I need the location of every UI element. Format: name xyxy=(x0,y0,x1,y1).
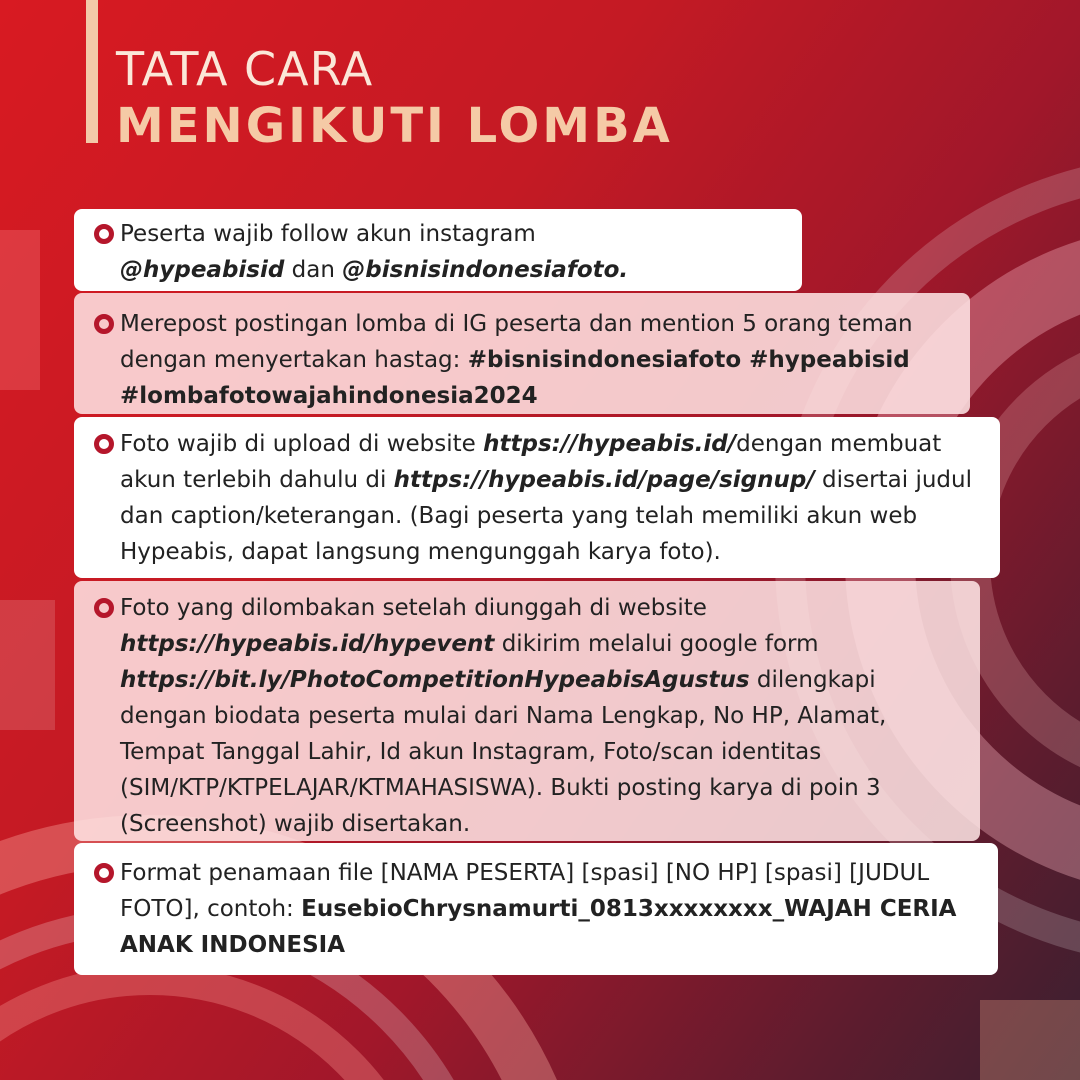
bullet-icon xyxy=(94,863,114,883)
bullet-icon xyxy=(94,224,114,244)
instagram-handle-bisnisindonesiafoto[interactable]: @bisnisindonesiafoto. xyxy=(342,257,629,283)
bullet-icon xyxy=(94,434,114,454)
rule-item-4 xyxy=(74,581,980,841)
title-accent-bar xyxy=(86,0,98,143)
link-hypeabis-hypevent[interactable]: https://hypeabis.id/hypevent xyxy=(120,631,495,657)
rule-item-3 xyxy=(74,417,1000,578)
rule-item-1-text: Peserta wajib follow akun instagram xyxy=(120,221,536,247)
instagram-handle-hypeabisid[interactable]: @hypeabisid xyxy=(120,257,285,283)
link-hypeabis-home[interactable]: https://hypeabis.id/ xyxy=(483,431,737,457)
rule-item-3-text-2: dengan membuat akun terlebih dahulu di xyxy=(120,431,942,493)
bullet-icon xyxy=(94,314,114,334)
rule-item-1-conj: dan xyxy=(284,257,343,283)
rule-item-4-text-3: dilengkapi dengan biodata peserta mulai dari Nama Lengkap, No HP, Alamat, Tempat Tanggal Lahir, Id akun Instagram, Foto/scan identitas (SIM/KTP/KTPELAJAR/KTMAHASISWA). Bukti posting karya di poin 3 (Screenshot) wajib disertakan. xyxy=(120,667,887,837)
rule-item-2-text: Merepost postingan lomba di IG peserta dan mention 5 orang teman dengan menyertakan hastag: xyxy=(120,311,913,373)
rule-item-5 xyxy=(74,843,998,975)
file-name-example: EusebioChrysnamurti_0813xxxxxxxx_WAJAH CERIA ANAK INDONESIA xyxy=(120,896,957,958)
rule-item-3-text: Foto wajib di upload di website xyxy=(120,431,484,457)
rule-item-4-text-2: dikirim melalui google form xyxy=(494,631,819,657)
rule-item-2 xyxy=(74,293,970,414)
page-title-line2: MENGIKUTI LOMBA xyxy=(116,98,673,154)
link-hypeabis-signup[interactable]: https://hypeabis.id/page/signup/ xyxy=(393,467,815,493)
page-title-line1: TATA CARA xyxy=(116,42,374,96)
rule-item-1 xyxy=(74,209,802,291)
bullet-icon xyxy=(94,598,114,618)
rule-item-3-text-3: disertai judul dan caption/keterangan. (Bagi peserta yang telah memiliki akun web Hypeabis, dapat langsung mengunggah karya foto). xyxy=(120,467,972,565)
rule-item-4-text: Foto yang dilombakan setelah diunggah di website xyxy=(120,595,707,621)
link-google-form[interactable]: https://bit.ly/PhotoCompetitionHypeabisAgustus xyxy=(120,667,750,693)
hashtag-list: #bisnisindonesiafoto #hypeabisid #lombafotowajahindonesia2024 xyxy=(120,347,910,409)
rule-item-5-text: Format penamaan file [NAMA PESERTA] [spasi] [NO HP] [spasi] [JUDUL FOTO], contoh: xyxy=(120,860,930,922)
